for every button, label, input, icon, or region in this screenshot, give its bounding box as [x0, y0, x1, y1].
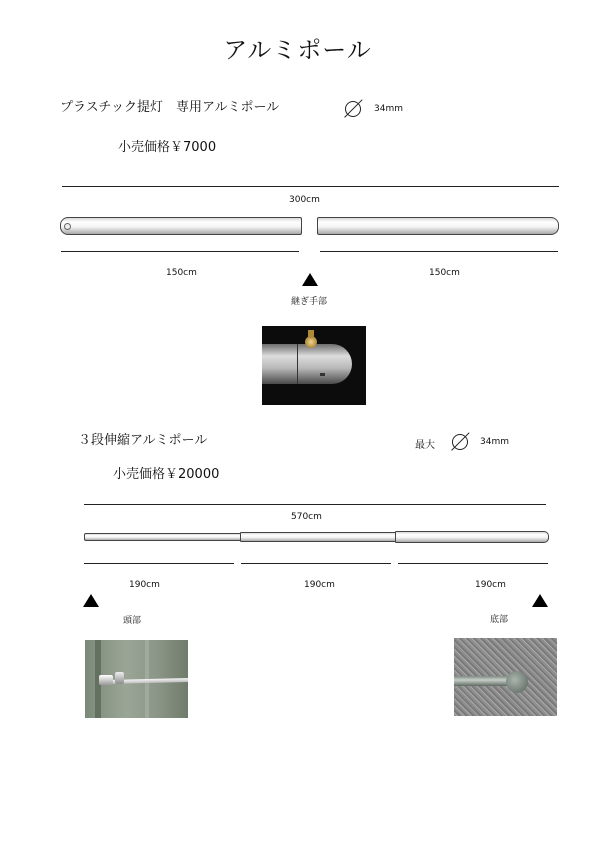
diameter-icon	[345, 101, 361, 117]
segment-right-line	[320, 251, 558, 252]
total-length-line-2	[84, 504, 546, 505]
pole-segment-left	[60, 217, 302, 235]
diameter-value-2: 34mm	[480, 437, 509, 447]
pole-segment-right	[317, 217, 559, 235]
max-label: 最大	[415, 440, 435, 451]
product-name-telescopic-pole: ３段伸縮アルミポール	[78, 433, 208, 448]
pole-end-cap	[64, 223, 71, 230]
head-label: 頭部	[123, 616, 142, 626]
head-photo	[85, 640, 188, 718]
page-title: アルミポール	[223, 36, 372, 64]
section-3-line	[398, 563, 548, 564]
retail-price-2: 小売価格￥20000	[113, 467, 220, 482]
segment-right-length: 150cm	[429, 268, 460, 278]
segment-left-length: 150cm	[166, 268, 197, 278]
diameter-value: 34mm	[374, 104, 403, 114]
joint-photo	[262, 326, 366, 405]
section-3-length: 190cm	[475, 580, 506, 590]
total-length-line	[62, 186, 559, 187]
diameter-icon-2	[452, 434, 468, 450]
section-1-length: 190cm	[129, 580, 160, 590]
pole-section-2	[240, 532, 397, 542]
joint-marker-triangle	[302, 273, 318, 286]
product-name-plastic-lantern-pole: プラスチック提灯 専用アルミポール	[60, 100, 280, 115]
pole-section-3	[395, 531, 549, 543]
pole-section-1	[84, 533, 242, 541]
bottom-marker-triangle	[532, 594, 548, 607]
head-marker-triangle	[83, 594, 99, 607]
segment-left-line	[61, 251, 299, 252]
bottom-photo	[454, 638, 557, 716]
section-1-line	[84, 563, 234, 564]
bottom-label: 底部	[490, 615, 509, 625]
section-2-length: 190cm	[304, 580, 335, 590]
total-length-label: 300cm	[289, 195, 320, 205]
joint-label: 継ぎ手部	[291, 297, 328, 307]
total-length-label-2: 570cm	[291, 512, 322, 522]
section-2-line	[241, 563, 391, 564]
retail-price: 小売価格￥7000	[118, 140, 217, 155]
